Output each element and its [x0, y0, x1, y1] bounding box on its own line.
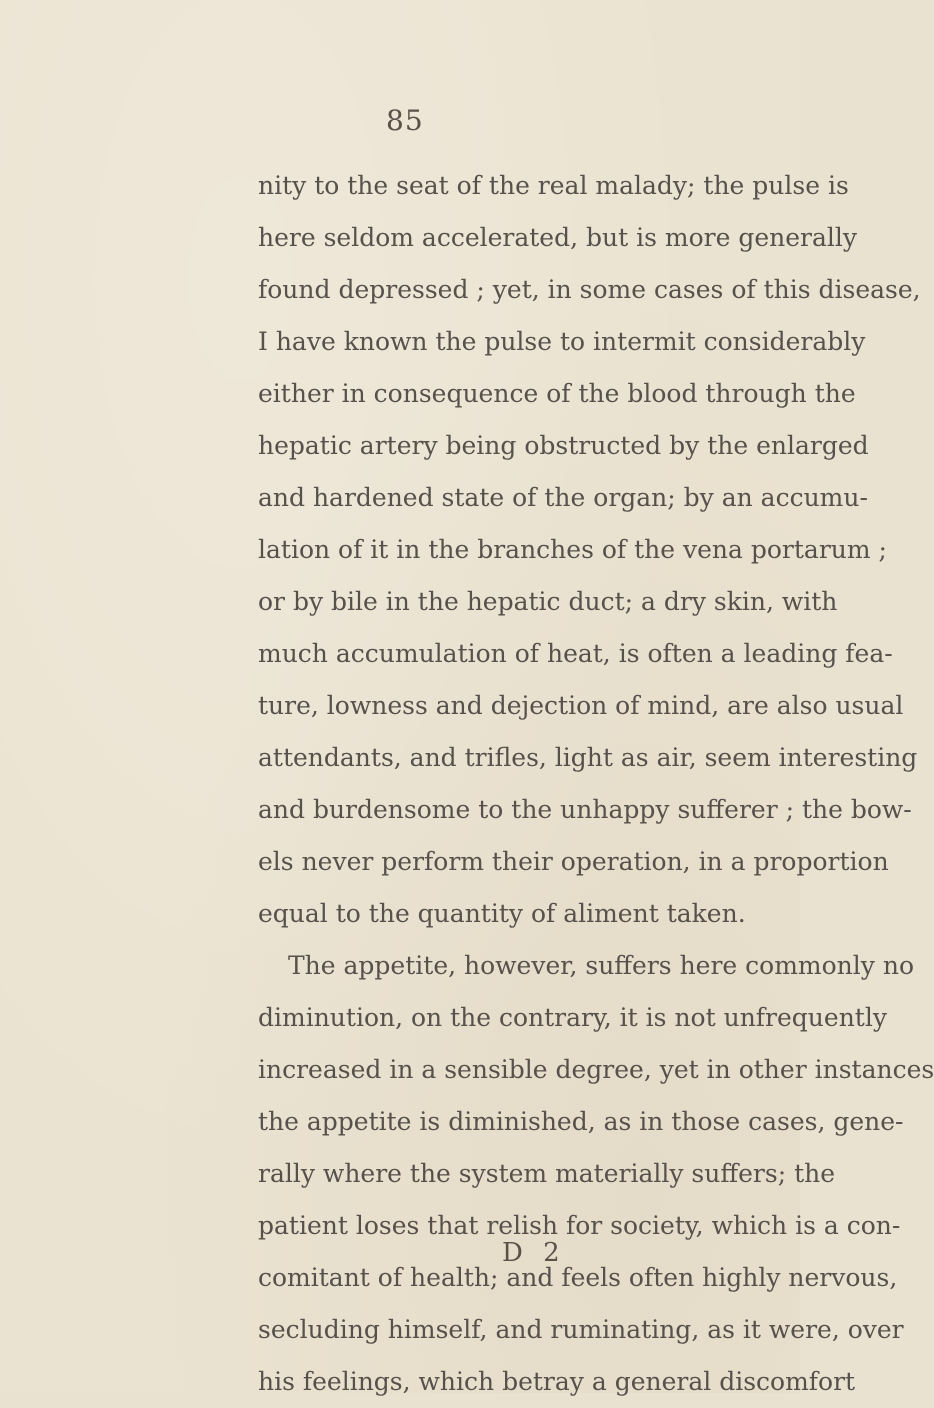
- paragraph-end-line: equal to the quantity of aliment taken.: [258, 899, 746, 928]
- text-line: here seldom accelerated, but is more generally: [258, 223, 857, 252]
- paragraph-start-line: The appetite, however, suffers here commonly no: [288, 951, 915, 980]
- text-line: els never perform their operation, in a proportion: [258, 847, 889, 876]
- text-line: hepatic artery being obstructed by the enlarged: [258, 431, 869, 460]
- text-line: diminution, on the contrary, it is not unfrequently: [258, 1003, 887, 1032]
- text-line: and hardened state of the organ; by an accumu-: [258, 483, 868, 512]
- text-line: lation of it in the branches of the vena portarum ;: [258, 535, 887, 564]
- text-line: and burdensome to the unhappy sufferer ; the bow-: [258, 795, 912, 824]
- text-line: or by bile in the hepatic duct; a dry skin, with: [258, 587, 838, 616]
- text-line: ture, lowness and dejection of mind, are also usual: [258, 691, 904, 720]
- text-line: either in consequence of the blood through the: [258, 379, 856, 408]
- text-line: found depressed ; yet, in some cases of this disease,: [258, 275, 921, 304]
- text-line: much accumulation of heat, is often a leading fea-: [258, 639, 893, 668]
- text-line: nity to the seat of the real malady; the pulse is: [258, 171, 849, 200]
- text-line: comitant of health; and feels often highly nervous,: [258, 1263, 898, 1292]
- signature-mark: D 2: [502, 1238, 566, 1268]
- text-line: the appetite is diminished, as in those cases, gene-: [258, 1107, 904, 1136]
- body-text: [258, 160, 934, 1408]
- text-line: I have known the pulse to intermit considerably: [258, 327, 866, 356]
- text-line: rally where the system materially suffers; the: [258, 1159, 836, 1188]
- text-line: patient loses that relish for society, which is a con-: [258, 1211, 901, 1240]
- text-line: increased in a sensible degree, yet in other instances: [258, 1055, 934, 1084]
- text-line: attendants, and trifles, light as air, seem interesting: [258, 743, 918, 772]
- text-line: secluding himself, and ruminating, as it were, over: [258, 1315, 904, 1344]
- text-line: his feelings, which betray a general discomfort: [258, 1367, 856, 1396]
- page-number: 85: [386, 104, 424, 137]
